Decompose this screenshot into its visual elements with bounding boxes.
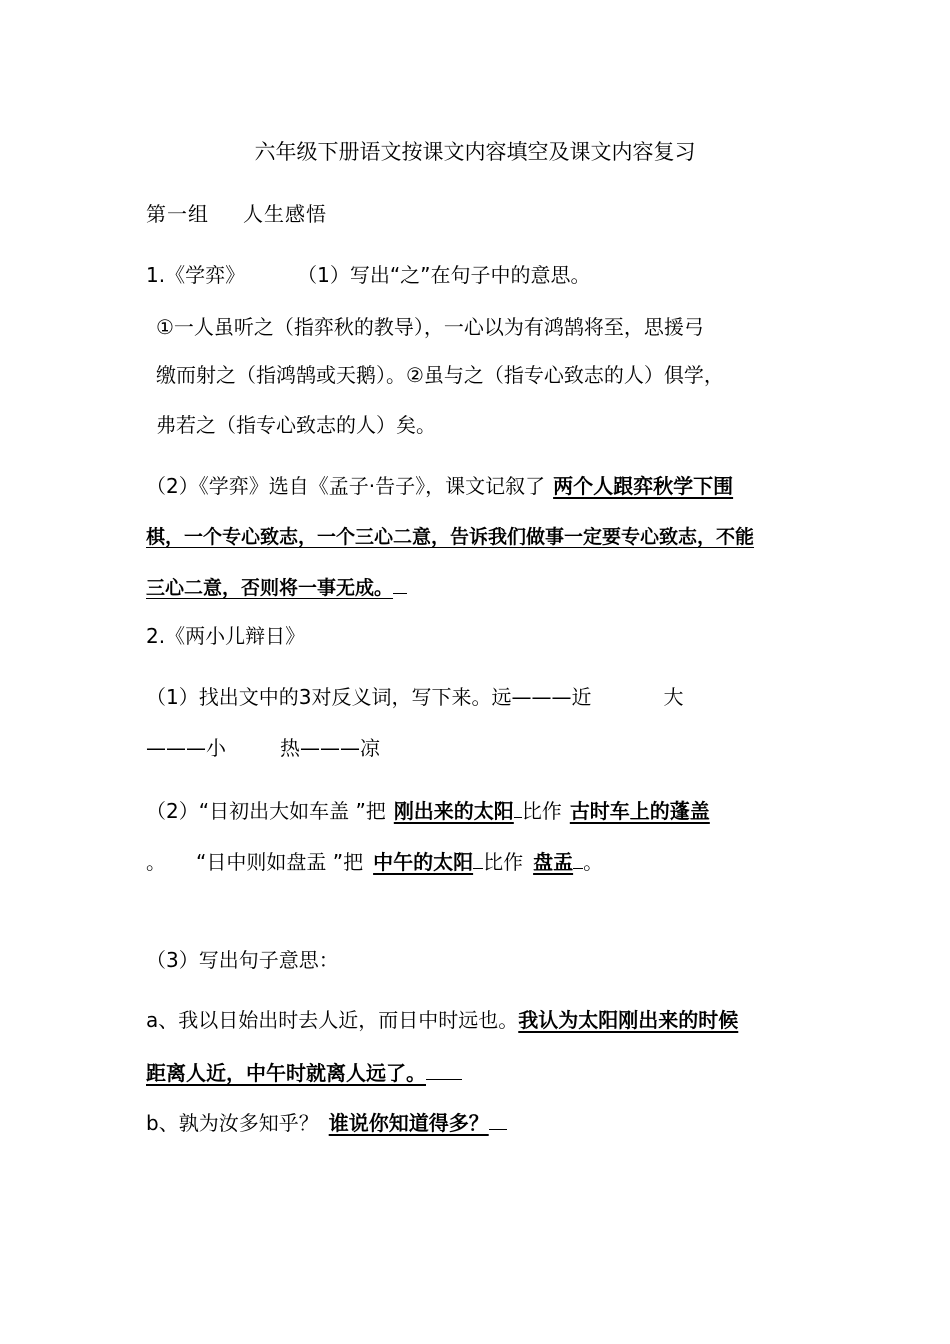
q1-line-3: 弗若之（指专心致志的人）矣。: [156, 413, 436, 437]
q2-part2-f: 。: [583, 850, 604, 874]
q2-part1-prompt: （1）找出文中的3对反义词，写下来。远———近: [146, 685, 592, 709]
q1-part1: （1）写出“之”在句子中的意思。: [297, 263, 591, 287]
q2-part2-answer-4: 盘盂: [533, 850, 574, 874]
q1-part2-answer-2: 棋，一个专心致志，一个三心二意，告诉我们做事一定要专心致志，不能: [146, 526, 755, 548]
q2-part2-d: “日中则如盘盂 ”把: [196, 850, 364, 874]
q2-part2-line-1: [146, 795, 710, 825]
page-title: 六年级下册语文按课文内容填空及课文内容复习: [254, 140, 696, 164]
q2-part2-answer-2: 古时车上的蓬盖: [569, 799, 710, 823]
q1-part2: [146, 472, 733, 500]
q2-antonym-big: 大: [663, 685, 684, 709]
q2-part1: [146, 683, 683, 711]
q2-part2-c: 。: [146, 850, 166, 874]
q1-part2-answer-1: 两个人跟弈秋学下围: [553, 474, 734, 498]
q2-a-question: a、我以日始出时去人近，而日中时远也。: [146, 1008, 519, 1032]
q2-part2-e: 比作: [483, 850, 524, 874]
q2-a-answer-1: 我认为太阳刚出来的时候: [518, 1008, 739, 1032]
q2-a-line-1: [146, 1006, 738, 1034]
q1-part2-line-2: [146, 523, 754, 551]
q1-heading: [146, 261, 591, 289]
q2-part1-line-2: [146, 734, 380, 762]
q2-a-answer-2: 距离人近，中午时就离人远了。: [146, 1061, 426, 1085]
q1-part2-answer-3: 三心二意，否则将一事无成。: [146, 577, 394, 599]
q1-part2-line-3: [146, 571, 407, 602]
section-label: 第一组: [146, 202, 209, 226]
q2-part2-a: （2）“日初出大如车盖 ”把: [146, 799, 386, 823]
section-name: 人生感悟: [243, 202, 327, 226]
q2-part2-line-2: [146, 846, 603, 876]
q2-part2-b: 比作: [521, 799, 562, 823]
q2-part2-answer-1: 刚出来的太阳: [393, 799, 514, 823]
q2-title: 2.《两小儿辩日》: [146, 624, 306, 648]
q2-b-answer: 谁说你知道得多？: [328, 1111, 489, 1135]
q2-part3: （3）写出句子意思：: [146, 948, 339, 972]
q1-line-1: ①一人虽听之（指弈秋的教导），一心以为有鸿鹄将至，思援弓: [156, 315, 704, 339]
q1-line-2: 缴而射之（指鸿鹄或天鹅）。②虽与之（指专心致志的人）俱学，: [156, 363, 724, 387]
q2-part2-answer-3: 中午的太阳: [373, 850, 474, 874]
q1-part2-prompt: （2）《学弈》选自《孟子·告子》，课文记叙了: [146, 474, 546, 498]
q2-antonym-hot-cold: 热———凉: [280, 736, 380, 760]
q2-b-question: b、孰为汝多知乎？: [146, 1111, 319, 1135]
q2-a-line-2: [146, 1057, 462, 1087]
section-heading: [146, 200, 327, 228]
q2-b-line: [146, 1107, 507, 1137]
q2-antonym-small: ———小: [146, 736, 226, 760]
q1-title: 1.《学弈》: [146, 263, 246, 287]
